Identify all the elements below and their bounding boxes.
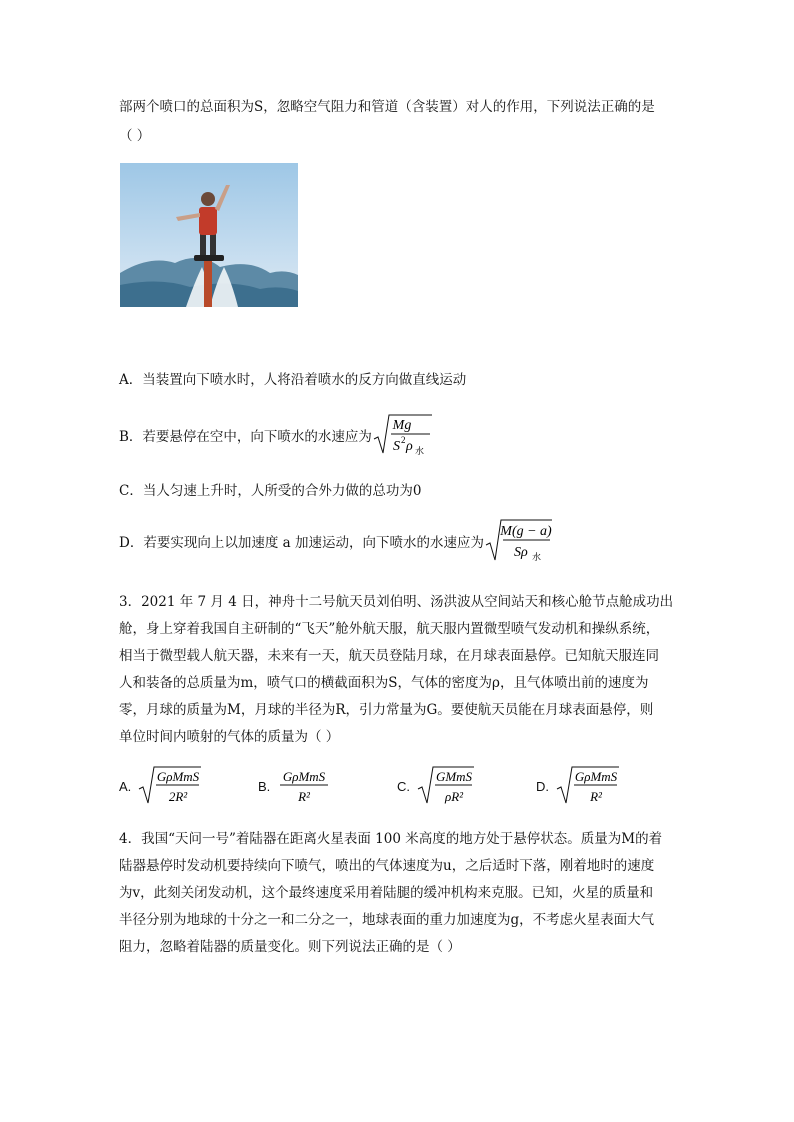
q3-option-c-formula [416, 765, 476, 807]
q3-line-5: 零，月球的质量为M，月球的半径为R，引力常量为G。要使航天员能在月球表面悬停，则 [119, 702, 654, 718]
q3-option-d-label: D. [536, 778, 549, 794]
q3-option-c-label: C. [397, 778, 410, 794]
q3d-denominator: R² [590, 789, 602, 804]
q3-line-2: 舱，身上穿着我国自主研制的“飞天”舱外航天服，航天服内置微型喷气发动机和操纵系统， [119, 621, 660, 637]
flyboard-photo [120, 163, 298, 307]
q3a-denominator: 2R² [169, 789, 188, 804]
formula-b-den-main: S [392, 439, 400, 454]
q3-line-3: 相当于微型载人航天器，未来有一天，航天员登陆月球，在月球表面悬停。已知航天服连同 [119, 648, 659, 664]
q2-option-d [119, 518, 554, 564]
q3a-numerator: GρMmS [157, 769, 200, 784]
q3c-denominator: ρR² [444, 789, 464, 804]
q3b-numerator: GρMmS [283, 769, 326, 784]
q3-option-c [397, 765, 476, 807]
q2-intro-line-2: （ ） [119, 128, 151, 144]
q3-option-b-formula [276, 765, 332, 807]
formula-b-den-sup: 2 [400, 435, 406, 445]
formula-d-numerator: M(g − a) [500, 524, 552, 539]
q3c-numerator: GMmS [435, 769, 473, 784]
q3-option-a [119, 765, 203, 807]
q4-line-1: 4．我国“天问一号”着陆器在距离火星表面 100 米高度的地方处于悬停状态。质量为M的着 [119, 831, 663, 847]
q2-option-d-text: D．若要实现向上以加速度 a 加速运动，向下喷水的水速应为 [119, 535, 484, 551]
q3-line-4: 人和装备的总质量为m，喷气口的横截面积为S，气体的密度为ρ，且气体喷出前的速度为 [119, 675, 649, 691]
q3-option-d [536, 765, 621, 807]
q3-line-6: 单位时间内喷射的气体的质量为（ ） [119, 729, 340, 745]
q4-line-5: 阻力，忽略着陆器的质量变化。则下列说法正确的是（ ） [119, 939, 461, 955]
q2-option-a: A．当装置向下喷水时，人将沿着喷水的反方向做直线运动 [119, 372, 467, 388]
q2-option-b [119, 413, 434, 457]
formula-b-den-sub: 水 [414, 446, 424, 456]
q3-option-b-label: B. [258, 778, 271, 794]
q3-option-a-formula [137, 765, 203, 807]
q3-line-1: 3．2021 年 7 月 4 日，神舟十二号航天员刘伯明、汤洪波从空间站天和核心舱节点舱成功出 [119, 594, 674, 610]
q2-intro-line-1: 部两个喷口的总面积为S，忽略空气阻力和管道（含装置）对人的作用，下列说法正确的是 [119, 99, 655, 115]
formula-d-den-sub: 水 [531, 552, 541, 562]
q2-option-b-formula [372, 413, 434, 457]
q3-option-b [258, 765, 332, 807]
formula-d-den-main: Sρ [513, 545, 528, 560]
q2-option-b-text: B．若要悬停在空中，向下喷水的水速应为 [119, 429, 372, 445]
q3-option-a-label: A. [119, 778, 132, 794]
q2-option-c: C．当人匀速上升时，人所受的合外力做的总功为0 [119, 483, 422, 499]
q3-option-d-formula [555, 765, 621, 807]
q4-line-2: 陆器悬停时发动机要持续向下喷气，喷出的气体速度为u，之后适时下落，刚着地时的速度 [119, 858, 655, 874]
formula-b-den-rho: ρ [405, 439, 413, 454]
q4-line-4: 半径分别为地球的十分之一和二分之一，地球表面的重力加速度为g，不考虑火星表面大气 [119, 912, 655, 928]
q3d-numerator: GρMmS [574, 769, 618, 784]
formula-b-numerator: Mg [392, 418, 412, 433]
q2-option-d-formula [484, 518, 554, 564]
q4-line-3: 为v，此刻关闭发动机，这个最终速度采用着陆腿的缓冲机构来克服。已知，火星的质量和 [119, 885, 654, 901]
q3b-denominator: R² [298, 789, 311, 804]
